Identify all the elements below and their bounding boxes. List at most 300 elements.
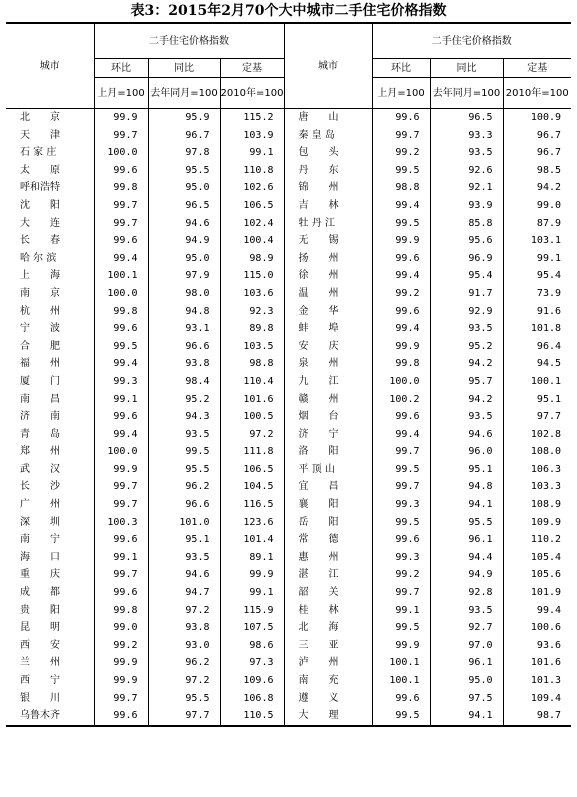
mom-value: 99.7 — [372, 478, 430, 496]
city-cell: 西 安 — [20, 639, 60, 651]
city-cell: 青 岛 — [20, 428, 60, 440]
fixed-value: 109.6 — [220, 672, 284, 690]
fixed-value: 106.5 — [220, 197, 284, 215]
city-cell: 天 津 — [20, 129, 60, 141]
yoy-value: 96.9 — [430, 250, 503, 268]
yoy-value: 95.7 — [430, 373, 503, 391]
fixed-value: 97.3 — [220, 654, 284, 672]
yoy-value: 93.1 — [148, 320, 220, 338]
fixed-value: 104.5 — [220, 478, 284, 496]
mom-value: 99.6 — [372, 531, 430, 549]
yoy-value: 95.6 — [430, 232, 503, 250]
city-cell: 锦 州 — [284, 179, 372, 197]
city-cell: 桂 林 — [284, 602, 372, 620]
yoy-value: 92.8 — [430, 584, 503, 602]
mom-value: 100.0 — [94, 285, 148, 303]
yoy-value: 98.0 — [148, 285, 220, 303]
yoy-value: 97.9 — [148, 267, 220, 285]
mom-value: 99.1 — [94, 391, 148, 409]
yoy-header-left: 同比 — [148, 59, 220, 78]
table-row — [6, 549, 571, 567]
fixed-value: 96.7 — [503, 144, 571, 162]
fixed-value: 94.2 — [503, 179, 571, 197]
table-row — [6, 566, 571, 584]
fixed-value: 91.6 — [503, 303, 571, 321]
mom-value: 99.2 — [372, 566, 430, 584]
table-row — [6, 127, 571, 145]
city-cell: 呼和浩特 — [20, 182, 60, 194]
yoy-value: 93.0 — [148, 637, 220, 655]
mom-value: 99.5 — [372, 461, 430, 479]
mom-value: 99.0 — [94, 619, 148, 637]
table-row — [6, 215, 571, 233]
yoy-value: 94.9 — [148, 232, 220, 250]
yoy-value: 96.0 — [430, 443, 503, 461]
table-row — [6, 619, 571, 637]
mom-value: 99.4 — [94, 355, 148, 373]
mom-value: 99.6 — [94, 232, 148, 250]
mom-value: 99.6 — [94, 584, 148, 602]
mom-value: 99.5 — [372, 707, 430, 726]
city-cell: 海 口 — [20, 551, 60, 563]
mom-value: 99.6 — [372, 690, 430, 708]
yoy-value: 98.4 — [148, 373, 220, 391]
city-cell: 丹 东 — [284, 162, 372, 180]
city-cell: 银 川 — [20, 692, 60, 704]
mom-value: 99.5 — [372, 514, 430, 532]
mom-value: 99.6 — [372, 109, 430, 127]
yoy-header-right: 同比 — [430, 59, 503, 78]
yoy-value: 95.4 — [430, 267, 503, 285]
city-cell: 南 昌 — [20, 393, 60, 405]
fixed-value: 100.5 — [220, 408, 284, 426]
yoy-base-left: 去年同月=100 — [148, 78, 220, 109]
city-cell: 常 德 — [284, 531, 372, 549]
fixed-value: 89.8 — [220, 320, 284, 338]
city-cell: 大 连 — [20, 217, 60, 229]
table-row — [6, 408, 571, 426]
fixed-value: 106.5 — [220, 461, 284, 479]
mom-value: 100.2 — [372, 391, 430, 409]
city-cell: 包 头 — [284, 144, 372, 162]
city-cell: 北 京 — [20, 112, 60, 123]
table-header — [6, 23, 571, 109]
yoy-value: 93.5 — [430, 408, 503, 426]
yoy-value: 95.0 — [148, 179, 220, 197]
fixed-value: 89.1 — [220, 549, 284, 567]
index-group-header-left: 二手住宅价格指数 — [94, 23, 284, 59]
city-cell: 成 都 — [20, 587, 60, 599]
mom-value: 100.1 — [372, 672, 430, 690]
city-cell: 金 华 — [284, 303, 372, 321]
mom-value: 99.9 — [372, 637, 430, 655]
mom-value: 100.0 — [94, 443, 148, 461]
city-column-header-right: 城市 — [284, 23, 372, 109]
mom-value: 100.1 — [372, 654, 430, 672]
mom-value: 99.9 — [94, 461, 148, 479]
fixed-value: 98.9 — [220, 250, 284, 268]
mom-value: 99.6 — [94, 162, 148, 180]
mom-value: 99.3 — [372, 496, 430, 514]
table-row — [6, 707, 571, 726]
city-cell: 深 圳 — [20, 516, 60, 528]
table-row — [6, 144, 571, 162]
city-cell: 北 海 — [284, 619, 372, 637]
fixed-value: 92.3 — [220, 303, 284, 321]
fixed-value: 99.0 — [503, 197, 571, 215]
mom-value: 99.6 — [94, 320, 148, 338]
mom-header-right: 环比 — [372, 59, 430, 78]
city-cell: 温 州 — [284, 285, 372, 303]
fixed-value: 103.1 — [503, 232, 571, 250]
city-cell: 扬 州 — [284, 250, 372, 268]
city-cell: 济 南 — [20, 411, 60, 423]
mom-value: 99.6 — [372, 408, 430, 426]
mom-value: 99.4 — [94, 250, 148, 268]
yoy-value: 99.5 — [148, 443, 220, 461]
mom-value: 99.5 — [372, 215, 430, 233]
yoy-value: 96.2 — [148, 478, 220, 496]
yoy-value: 94.8 — [430, 478, 503, 496]
city-cell: 广 州 — [20, 499, 60, 511]
mom-value: 99.7 — [94, 197, 148, 215]
fixed-value: 103.6 — [220, 285, 284, 303]
city-cell: 无 锡 — [284, 232, 372, 250]
mom-value: 99.7 — [372, 584, 430, 602]
yoy-value: 95.2 — [430, 338, 503, 356]
mom-value: 99.7 — [94, 566, 148, 584]
yoy-value: 96.1 — [430, 654, 503, 672]
mom-value: 100.3 — [94, 514, 148, 532]
fixed-value: 111.8 — [220, 443, 284, 461]
fixed-value: 99.9 — [220, 566, 284, 584]
mom-value: 99.9 — [372, 338, 430, 356]
mom-value: 99.4 — [372, 267, 430, 285]
fixed-value: 100.9 — [503, 109, 571, 127]
yoy-value: 96.5 — [148, 197, 220, 215]
mom-value: 99.2 — [372, 144, 430, 162]
fixed-base-right: 2010年=100 — [503, 78, 571, 109]
fixed-value: 101.4 — [220, 531, 284, 549]
city-cell: 济 宁 — [284, 426, 372, 444]
table-title: 表3：2015年2月70个大中城市二手住宅价格指数 — [130, 3, 447, 19]
mom-value: 99.4 — [372, 197, 430, 215]
fixed-value: 100.1 — [503, 373, 571, 391]
yoy-value: 94.9 — [430, 566, 503, 584]
yoy-value: 97.0 — [430, 637, 503, 655]
yoy-value: 93.8 — [148, 355, 220, 373]
fixed-value: 103.9 — [220, 127, 284, 145]
yoy-value: 96.1 — [430, 531, 503, 549]
fixed-base-left: 2010年=100 — [220, 78, 284, 109]
yoy-value: 94.4 — [430, 549, 503, 567]
yoy-value: 93.5 — [148, 426, 220, 444]
yoy-value: 93.5 — [430, 320, 503, 338]
table-row — [6, 373, 571, 391]
mom-value: 99.8 — [94, 303, 148, 321]
fixed-value: 109.4 — [503, 690, 571, 708]
city-cell: 上 海 — [20, 270, 60, 282]
mom-value: 99.2 — [94, 637, 148, 655]
city-cell: 秦 皇 岛 — [284, 127, 372, 145]
yoy-value: 101.0 — [148, 514, 220, 532]
yoy-base-right: 去年同月=100 — [430, 78, 503, 109]
fixed-value: 102.8 — [503, 426, 571, 444]
mom-value: 98.8 — [372, 179, 430, 197]
city-cell: 厦 门 — [20, 375, 60, 387]
yoy-value: 96.6 — [148, 338, 220, 356]
table-row — [6, 478, 571, 496]
yoy-value: 93.9 — [430, 197, 503, 215]
fixed-value: 108.0 — [503, 443, 571, 461]
mom-value: 99.4 — [94, 426, 148, 444]
city-cell: 太 原 — [20, 164, 60, 176]
yoy-value: 95.0 — [430, 672, 503, 690]
yoy-value: 93.3 — [430, 127, 503, 145]
city-cell: 赣 州 — [284, 391, 372, 409]
yoy-value: 85.8 — [430, 215, 503, 233]
table-row — [6, 162, 571, 180]
yoy-value: 95.9 — [148, 109, 220, 127]
city-cell: 武 汉 — [20, 463, 60, 475]
yoy-value: 97.8 — [148, 144, 220, 162]
fixed-value: 101.6 — [503, 654, 571, 672]
fixed-value: 101.8 — [503, 320, 571, 338]
table-row — [6, 584, 571, 602]
table-row — [6, 602, 571, 620]
fixed-value: 106.3 — [503, 461, 571, 479]
yoy-value: 97.7 — [148, 707, 220, 726]
mom-value: 99.5 — [372, 619, 430, 637]
mom-value: 99.1 — [372, 602, 430, 620]
fixed-value: 99.1 — [503, 250, 571, 268]
mom-value: 99.4 — [372, 320, 430, 338]
fixed-value: 106.8 — [220, 690, 284, 708]
mom-value: 99.3 — [372, 549, 430, 567]
table-row — [6, 197, 571, 215]
mom-value: 99.6 — [94, 531, 148, 549]
city-cell: 平 顶 山 — [284, 461, 372, 479]
yoy-value: 93.5 — [430, 144, 503, 162]
yoy-value: 92.1 — [430, 179, 503, 197]
table-row — [6, 426, 571, 444]
city-cell: 惠 州 — [284, 549, 372, 567]
city-cell: 韶 关 — [284, 584, 372, 602]
yoy-value: 94.8 — [148, 303, 220, 321]
yoy-value: 93.5 — [148, 549, 220, 567]
city-cell: 宁 波 — [20, 323, 60, 335]
yoy-value: 95.5 — [148, 162, 220, 180]
fixed-value: 105.6 — [503, 566, 571, 584]
city-cell: 湛 江 — [284, 566, 372, 584]
fixed-value: 110.8 — [220, 162, 284, 180]
fixed-value: 101.6 — [220, 391, 284, 409]
yoy-value: 94.2 — [430, 391, 503, 409]
table-row — [6, 355, 571, 373]
fixed-header-right: 定基 — [503, 59, 571, 78]
table-row — [6, 267, 571, 285]
city-cell: 重 庆 — [20, 569, 60, 581]
yoy-value: 96.6 — [148, 496, 220, 514]
city-cell: 徐 州 — [284, 267, 372, 285]
mom-value: 100.1 — [94, 267, 148, 285]
city-cell: 三 亚 — [284, 637, 372, 655]
yoy-value: 94.7 — [148, 584, 220, 602]
index-group-header-right: 二手住宅价格指数 — [372, 23, 571, 59]
city-cell: 南 京 — [20, 287, 60, 299]
fixed-value: 99.1 — [220, 584, 284, 602]
mom-value: 99.9 — [94, 672, 148, 690]
mom-value: 99.7 — [94, 127, 148, 145]
yoy-value: 94.1 — [430, 496, 503, 514]
mom-base-right: 上月=100 — [372, 78, 430, 109]
city-cell: 石 家 庄 — [20, 147, 57, 159]
city-column-header-left: 城市 — [6, 23, 94, 109]
city-cell: 哈 尔 滨 — [20, 252, 57, 264]
fixed-value: 98.7 — [503, 707, 571, 726]
table-row — [6, 232, 571, 250]
city-cell: 泸 州 — [284, 654, 372, 672]
table-row — [6, 338, 571, 356]
table-row — [6, 250, 571, 268]
mom-base-left: 上月=100 — [94, 78, 148, 109]
mom-value: 99.5 — [94, 338, 148, 356]
mom-value: 99.5 — [372, 162, 430, 180]
table-row — [6, 109, 571, 127]
table-row — [6, 391, 571, 409]
fixed-value: 97.7 — [503, 408, 571, 426]
yoy-value: 92.9 — [430, 303, 503, 321]
city-cell: 岳 阳 — [284, 514, 372, 532]
fixed-value: 115.9 — [220, 602, 284, 620]
yoy-value: 94.6 — [430, 426, 503, 444]
table-row — [6, 461, 571, 479]
yoy-value: 94.6 — [148, 566, 220, 584]
table-body — [6, 109, 571, 726]
fixed-value: 98.6 — [220, 637, 284, 655]
table-row — [6, 303, 571, 321]
fixed-value: 97.2 — [220, 426, 284, 444]
city-cell: 郑 州 — [20, 446, 60, 458]
fixed-value: 93.6 — [503, 637, 571, 655]
table-row — [6, 443, 571, 461]
fixed-value: 87.9 — [503, 215, 571, 233]
yoy-value: 94.1 — [430, 707, 503, 726]
fixed-value: 99.4 — [503, 602, 571, 620]
table-row — [6, 179, 571, 197]
fixed-value: 98.5 — [503, 162, 571, 180]
fixed-value: 109.9 — [503, 514, 571, 532]
yoy-value: 95.5 — [148, 690, 220, 708]
city-cell: 洛 阳 — [284, 443, 372, 461]
city-cell: 西 宁 — [20, 675, 60, 686]
fixed-value: 110.2 — [503, 531, 571, 549]
city-cell: 蚌 埠 — [284, 320, 372, 338]
yoy-value: 93.8 — [148, 619, 220, 637]
city-cell: 昆 明 — [20, 622, 60, 634]
fixed-value: 115.2 — [220, 109, 284, 127]
fixed-value: 110.4 — [220, 373, 284, 391]
city-cell: 大 理 — [284, 707, 372, 726]
city-cell: 南 充 — [284, 672, 372, 690]
mom-value: 99.9 — [94, 654, 148, 672]
table-row — [6, 672, 571, 690]
yoy-value: 92.7 — [430, 619, 503, 637]
city-cell: 安 庆 — [284, 338, 372, 356]
city-cell: 遵 义 — [284, 690, 372, 708]
mom-value: 99.6 — [372, 250, 430, 268]
yoy-value: 96.2 — [148, 654, 220, 672]
mom-value: 99.7 — [372, 443, 430, 461]
fixed-value: 95.4 — [503, 267, 571, 285]
mom-value: 99.8 — [94, 602, 148, 620]
city-cell: 牡 丹 江 — [284, 215, 372, 233]
yoy-value: 95.5 — [430, 514, 503, 532]
fixed-value: 101.3 — [503, 672, 571, 690]
fixed-value: 110.5 — [220, 707, 284, 726]
table-row — [6, 496, 571, 514]
city-cell: 南 宁 — [20, 534, 60, 546]
city-cell: 烟 台 — [284, 408, 372, 426]
city-cell: 沈 阳 — [20, 199, 60, 211]
table-row — [6, 654, 571, 672]
fixed-value: 96.7 — [503, 127, 571, 145]
yoy-value: 94.2 — [430, 355, 503, 373]
fixed-value: 107.5 — [220, 619, 284, 637]
fixed-value: 102.4 — [220, 215, 284, 233]
yoy-value: 93.5 — [430, 602, 503, 620]
fixed-value: 94.5 — [503, 355, 571, 373]
mom-value: 99.3 — [94, 373, 148, 391]
city-cell: 杭 州 — [20, 305, 60, 317]
fixed-header-left: 定基 — [220, 59, 284, 78]
yoy-value: 96.7 — [148, 127, 220, 145]
mom-value: 99.4 — [372, 426, 430, 444]
city-cell: 长 沙 — [20, 481, 60, 493]
fixed-value: 73.9 — [503, 285, 571, 303]
yoy-value: 94.6 — [148, 215, 220, 233]
fixed-value: 115.0 — [220, 267, 284, 285]
mom-value: 99.9 — [94, 109, 148, 127]
mom-value: 99.1 — [94, 549, 148, 567]
mom-value: 99.8 — [94, 179, 148, 197]
fixed-value: 102.6 — [220, 179, 284, 197]
table-row — [6, 690, 571, 708]
yoy-value: 92.6 — [430, 162, 503, 180]
table-row — [6, 637, 571, 655]
city-cell: 九 江 — [284, 373, 372, 391]
fixed-value: 108.9 — [503, 496, 571, 514]
table-row — [6, 531, 571, 549]
yoy-value: 95.0 — [148, 250, 220, 268]
fixed-value: 95.1 — [503, 391, 571, 409]
yoy-value: 95.5 — [148, 461, 220, 479]
yoy-value: 96.5 — [430, 109, 503, 127]
fixed-value: 101.9 — [503, 584, 571, 602]
fixed-value: 103.5 — [220, 338, 284, 356]
city-cell: 乌鲁木齐 — [6, 707, 94, 726]
mom-header-left: 环比 — [94, 59, 148, 78]
mom-value: 99.9 — [372, 232, 430, 250]
city-cell: 长 春 — [20, 235, 60, 247]
fixed-value: 98.8 — [220, 355, 284, 373]
table-row — [6, 285, 571, 303]
fixed-value: 116.5 — [220, 496, 284, 514]
yoy-value: 95.1 — [430, 461, 503, 479]
fixed-value: 103.3 — [503, 478, 571, 496]
price-index-table — [6, 22, 571, 727]
mom-value: 99.7 — [94, 478, 148, 496]
